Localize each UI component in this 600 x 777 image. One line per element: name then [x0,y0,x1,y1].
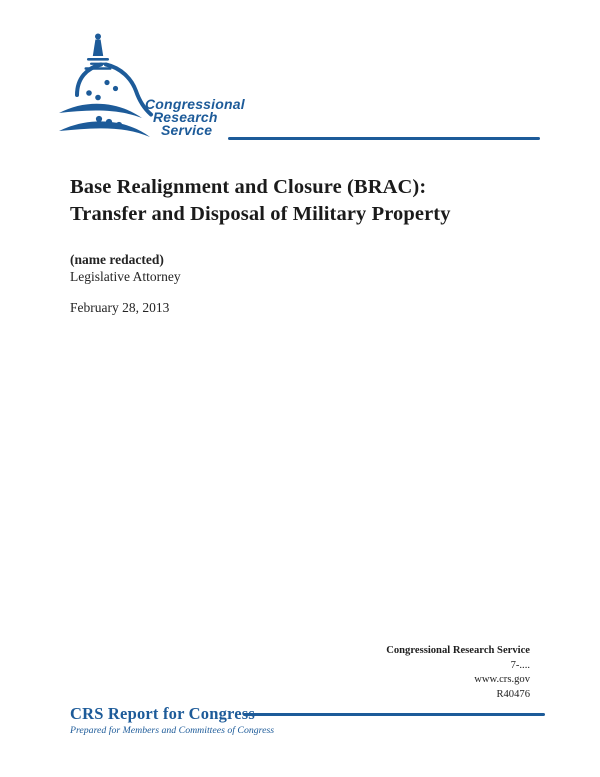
logo-rule [228,137,540,140]
logo-word-congressional: Congressional [145,96,245,112]
footer-website: www.crs.gov [474,674,530,686]
logo-word-research: Research [153,109,218,126]
footer-org-name: Congressional Research Service [386,645,530,656]
author-name: (name redacted) [70,252,164,267]
footer-phone: 7-.... [510,659,530,671]
footer-info-block [386,644,530,702]
footer-banner-title: CRS Report for Congress [70,704,256,723]
logo-word-service: Service [161,122,213,139]
footer-report-number: R40476 [496,688,530,700]
report-title-line1: Base Realignment and Closure (BRAC): [70,176,427,198]
footer-banner-subtitle: Prepared for Members and Committees of Congress [70,725,275,736]
report-date: February 28, 2013 [70,300,170,315]
footer-banner-rule [243,713,545,716]
report-title [70,174,560,228]
author-role: Legislative Attorney [70,269,181,284]
report-title-line2: Transfer and Disposal of Military Property [70,203,451,225]
crs-logo-wordmark [145,98,245,138]
